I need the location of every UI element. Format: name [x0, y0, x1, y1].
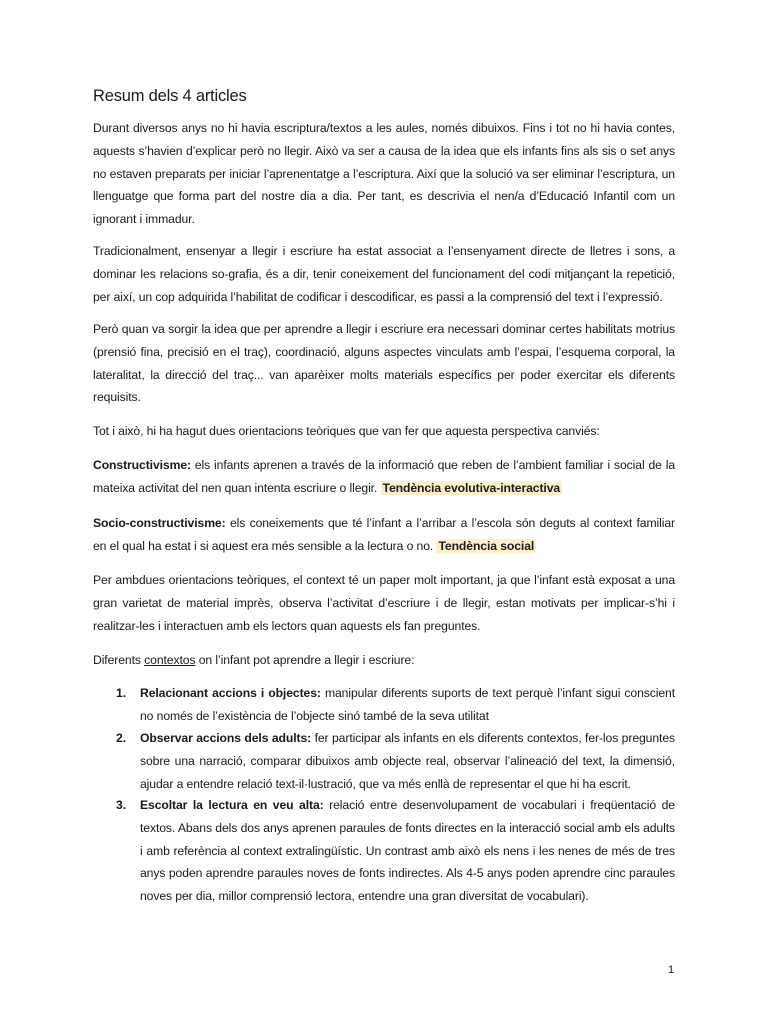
list-item-text: relació entre desenvolupament de vocabulari i freqüentació de textos. Abans dels dos anys aprenen paraules de fonts directes en la interacció social amb els adults i amb referència al context extralingüístic. Un contrast amb això els nens i les nenes de més de tres anys poden aprendre paraules noves de fonts indirectes. Als 4-5 anys poden aprendre cinc paraules noves per dia, millor comprensió lectora, entendre una gran diversitat de vocabulari). [140, 798, 675, 904]
constructivism-text: els infants aprenen a través de la informació que reben de l’ambient familiar i social de la mateixa activitat del nen quan intenta escriure o llegir. [93, 458, 675, 495]
socio-constructivism-text: els coneixements que té l’infant a l’arribar a l’escola són deguts al context familiar en el qual ha estat i si aquest era més sensible a la lectura o no. [93, 516, 675, 553]
list-item [140, 727, 675, 795]
tag-evolutive: Tendència evolutiva-interactiva [382, 480, 561, 495]
page-number: 1 [668, 964, 675, 976]
paragraph-orientations: Tot i això, hi ha hagut dues orientacions teòriques que van fer que aquesta perspectiva canviés: [93, 424, 600, 438]
paragraph-traditional: Tradicionalment, ensenyar a llegir i escriure ha estat associat a l’ensenyament directe de lletres i sons, a dominar les relacions so-grafia, és a dir, tenir coneixement del funcionament del codi mitjançant la repetició, per així, un cop adquirida l’habilitat de codificar i descodificar, es passi a la comprensió del text i l’expressió. [93, 244, 675, 304]
list-number: 1. [116, 686, 127, 700]
list-item-term: Relacionant accions i objectes: [140, 686, 321, 700]
list-item [140, 682, 675, 728]
list-item-text: manipular diferents suports de text perquè l’infant sigui conscient no només de l’existència de l’objecte sinó també de la seva utilitat [140, 686, 675, 723]
list-number: 3. [116, 798, 127, 812]
paragraph-socio-constructivism [93, 512, 675, 558]
list-item [140, 794, 675, 908]
term-socio-constructivism: Socio-constructivisme: [93, 516, 226, 530]
paragraph-context: Per ambdues orientacions teòriques, el context té un paper molt important, ja que l’infant està exposat a una gran varietat de material imprès, observa l’activitat d’escriure i de llegir, estan motivats per implicar-s’hi i realitzar-les i interactuen amb els lectors quan aquests els fan preguntes. [93, 573, 675, 633]
list-item-text: fer participar als infants en els diferents contextos, fer-los preguntes sobre una narració, comparar dibuixos amb objecte real, observar l’alineació del text, la dimensió, ajudar a entendre relació text-il·lustració, que va més enllà de representar el que hi ha escrit. [140, 731, 675, 791]
paragraph-constructivism [93, 454, 675, 500]
paragraph-intro: Durant diversos anys no hi havia escriptura/textos a les aules, només dibuixos. Fins i tot no hi havia contes, aquests s’havien d’explicar però no llegir. Això va ser a causa de la idea que els infants fins als sis o set anys no estaven preparats per iniciar l’aprenentatge a l’escriptura. Així que la solució va ser eliminar l’escriptura, un llenguatge que forma part del nostre dia a dia. Per tant, es descrivia el nen/a d’Educació Infantil com un ignorant i immadur. [93, 121, 675, 227]
list-item-term: Observar accions dels adults: [140, 731, 312, 745]
tag-social: Tendència social [438, 538, 535, 553]
list-number: 2. [116, 731, 127, 745]
contexts-underlined: contextos [144, 653, 196, 667]
list-item-term: Escoltar la lectura en veu alta: [140, 798, 324, 812]
term-constructivism: Constructivisme: [93, 458, 191, 472]
contexts-intro-a: Diferents [93, 653, 145, 667]
document-title: Resum dels 4 articles [93, 87, 247, 105]
contexts-intro-b: on l’infant pot aprendre a llegir i escriure: [195, 653, 415, 667]
paragraph-motor-skills: Però quan va sorgir la idea que per aprendre a llegir i escriure era necessari dominar certes habilitats motrius (prensió fina, precisió en el traç), coordinació, alguns aspectes vinculats amb l’espai, l’esquema corporal, la lateralitat, la direcció del traç... van aparèixer molts materials específics per poder exercitar els diferents requisits. [93, 322, 675, 405]
paragraph-contexts-intro [93, 649, 675, 672]
